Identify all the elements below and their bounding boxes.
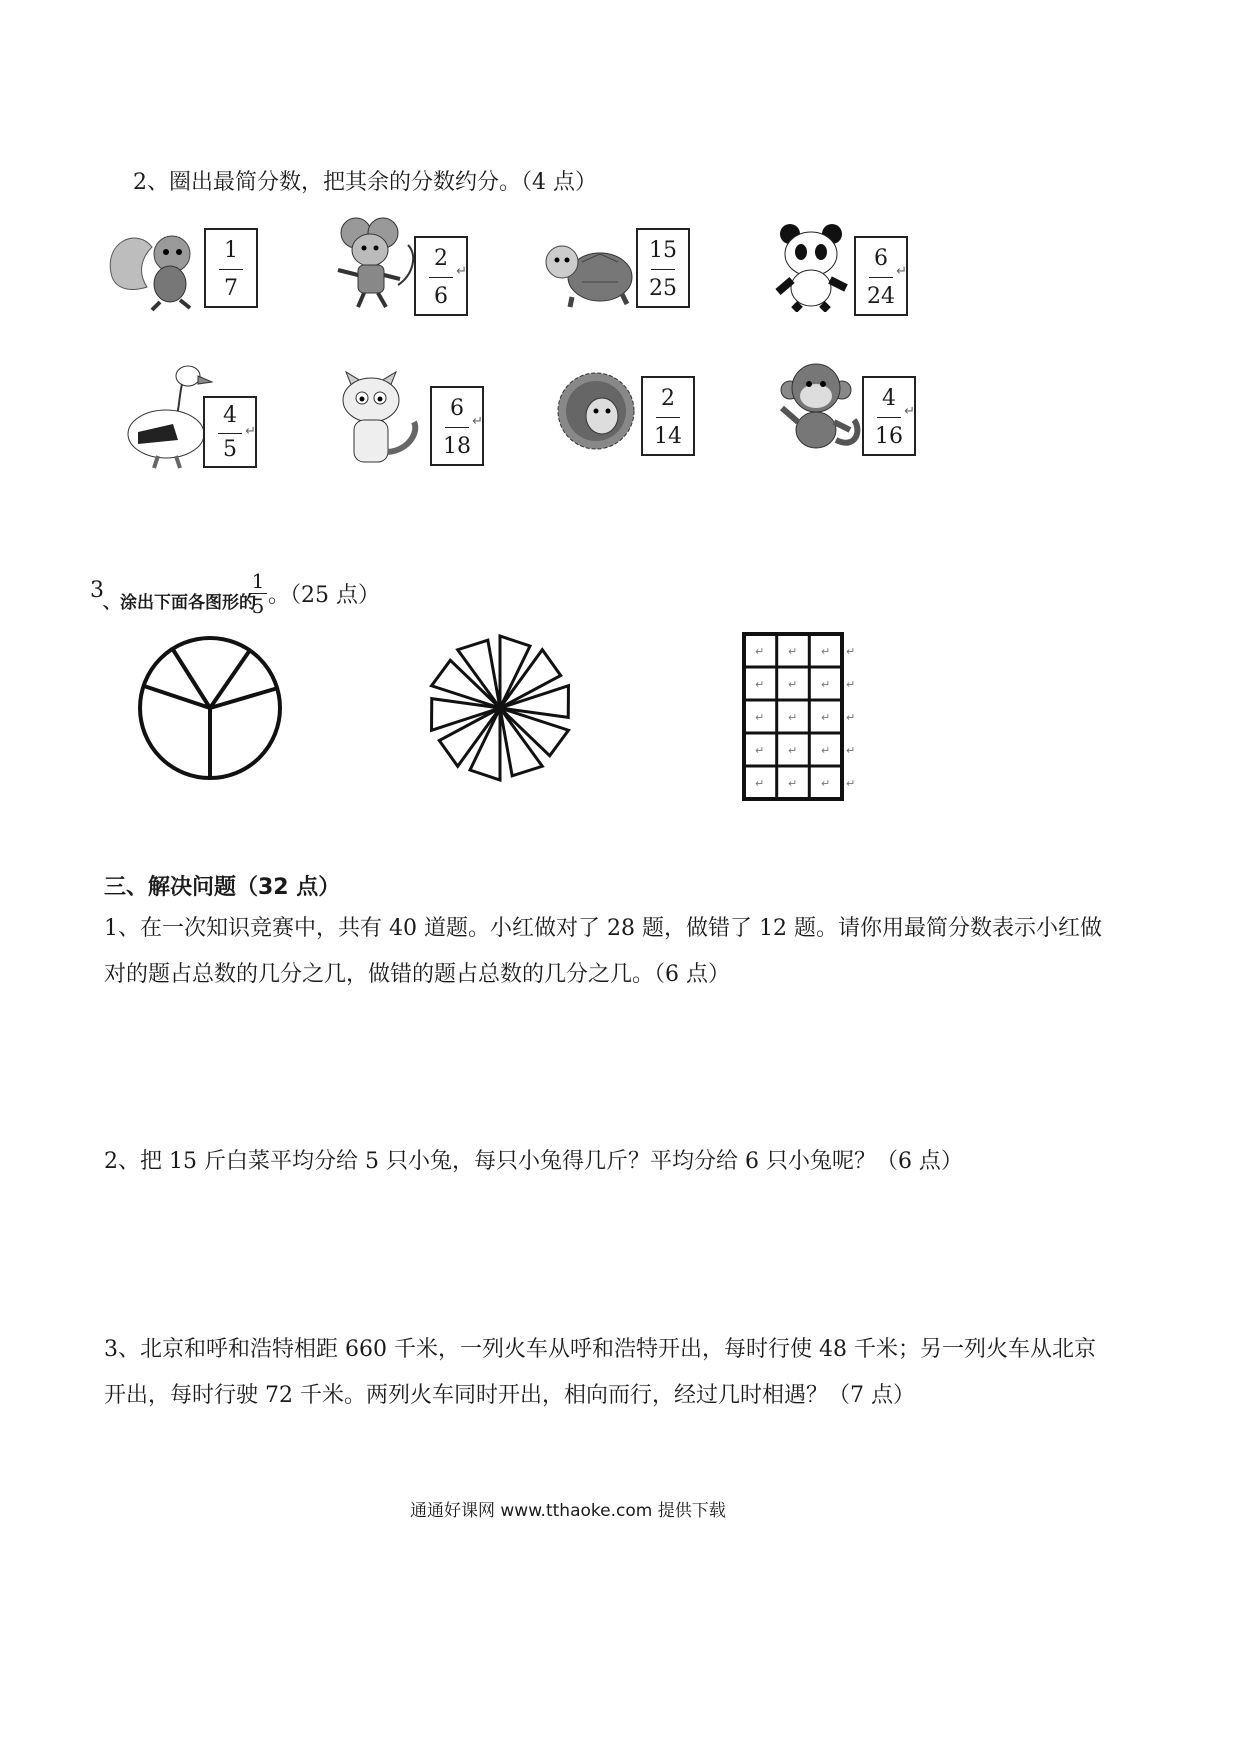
svg-text:↵: ↵ bbox=[755, 645, 765, 658]
svg-text:↵: ↵ bbox=[755, 744, 765, 757]
numerator: 2 bbox=[661, 386, 675, 411]
denominator: 6 bbox=[434, 284, 448, 309]
svg-text:↵: ↵ bbox=[846, 711, 856, 724]
svg-text:↵: ↵ bbox=[788, 678, 798, 691]
numerator: 2 bbox=[434, 246, 448, 271]
numerator: 4 bbox=[882, 386, 896, 411]
q3-prefix: 、涂出下面各图形的 bbox=[103, 593, 256, 613]
svg-text:↵: ↵ bbox=[755, 678, 765, 691]
fraction-bar bbox=[445, 427, 469, 428]
cat-icon bbox=[324, 362, 429, 472]
svg-text:↵: ↵ bbox=[755, 777, 765, 790]
svg-text:↵: ↵ bbox=[846, 777, 856, 790]
fraction-bar bbox=[656, 417, 680, 418]
svg-text:↵: ↵ bbox=[821, 711, 831, 724]
svg-text:↵: ↵ bbox=[788, 777, 798, 790]
fraction-bar bbox=[877, 417, 901, 418]
fraction-box bbox=[414, 236, 468, 316]
return-mark-icon: ↵ bbox=[245, 424, 256, 439]
problem-2: 2、把 15 斤白菜平均分给 5 只小兔，每只小兔得几斤？平均分给 6 只小兔呢？（6 点） bbox=[104, 1149, 963, 1174]
squirrel-icon bbox=[102, 222, 202, 312]
goose-icon bbox=[118, 362, 213, 472]
problem-1: 1、在一次知识竞赛中，共有 40 道题。小红做对了 28 题，做错了 12 题。请你用最简分数表示小红做对的题占总数的几分之几，做错的题占总数的几分之几。（6 点） bbox=[104, 916, 1102, 987]
q3-fraction bbox=[247, 570, 269, 617]
return-mark-icon: ↵ bbox=[896, 264, 907, 279]
fraction-box bbox=[641, 376, 695, 456]
divided-circle[interactable] bbox=[132, 634, 292, 784]
fraction-box bbox=[636, 228, 690, 308]
fraction-bar bbox=[869, 277, 893, 278]
turtle-icon bbox=[542, 232, 637, 312]
svg-text:↵: ↵ bbox=[821, 777, 831, 790]
q3-suffix: 。（25 点） bbox=[268, 583, 380, 608]
pinwheel-star[interactable] bbox=[420, 622, 590, 792]
numerator: 1 bbox=[224, 238, 238, 263]
return-mark-icon: ↵ bbox=[456, 264, 467, 279]
panda-icon bbox=[770, 222, 855, 312]
fraction-box bbox=[204, 228, 258, 308]
fraction-box bbox=[203, 396, 257, 468]
svg-text:↵: ↵ bbox=[821, 744, 831, 757]
denominator: 18 bbox=[443, 434, 471, 459]
q2-title: 2、圈出最简分数，把其余的分数约分。（4 点） bbox=[133, 170, 597, 195]
fraction-bar bbox=[651, 269, 675, 270]
denominator: 16 bbox=[875, 424, 903, 449]
svg-text:↵: ↵ bbox=[821, 645, 831, 658]
numerator: 4 bbox=[223, 403, 237, 428]
monkey-icon bbox=[776, 360, 866, 455]
fraction-bar bbox=[219, 269, 243, 270]
q3-number: 3 bbox=[90, 578, 104, 603]
svg-text:↵: ↵ bbox=[821, 678, 831, 691]
svg-text:↵: ↵ bbox=[846, 645, 856, 658]
fraction-box bbox=[854, 236, 908, 316]
denominator: 25 bbox=[649, 276, 677, 301]
numerator: 6 bbox=[874, 246, 888, 271]
numerator: 6 bbox=[450, 396, 464, 421]
mouse-icon bbox=[328, 215, 418, 310]
section-heading: 三、解决问题（32 点） bbox=[104, 875, 341, 900]
svg-text:↵: ↵ bbox=[846, 678, 856, 691]
svg-text:↵: ↵ bbox=[846, 744, 856, 757]
denominator: 14 bbox=[654, 424, 682, 449]
denominator: 7 bbox=[224, 276, 238, 301]
svg-text:↵: ↵ bbox=[755, 711, 765, 724]
grid-rectangle[interactable] bbox=[740, 630, 860, 805]
numerator: 15 bbox=[649, 238, 677, 263]
svg-text:↵: ↵ bbox=[788, 744, 798, 757]
return-mark-icon: ↵ bbox=[904, 404, 915, 419]
problem-3: 3、北京和呼和浩特相距 660 千米，一列火车从呼和浩特开出，每时行使 48 千米；另一列火车从北京开出，每时行驶 72 千米。两列火车同时开出，相向而行，经过几时相遇？（7 点） bbox=[104, 1337, 1096, 1408]
denominator: 5 bbox=[251, 594, 265, 618]
return-mark-icon: ↵ bbox=[472, 414, 483, 429]
fraction-bar bbox=[218, 433, 242, 434]
page-footer: 通通好课网 www.tthaoke.com 提供下载 bbox=[410, 1501, 726, 1521]
denominator: 5 bbox=[223, 437, 237, 462]
svg-text:↵: ↵ bbox=[788, 711, 798, 724]
fraction-box bbox=[862, 376, 916, 456]
fraction-bar bbox=[429, 277, 453, 278]
numerator: 1 bbox=[251, 569, 265, 593]
denominator: 24 bbox=[867, 284, 895, 309]
fraction-box bbox=[430, 386, 484, 466]
hedgehog-icon bbox=[552, 366, 642, 456]
svg-text:↵: ↵ bbox=[788, 645, 798, 658]
